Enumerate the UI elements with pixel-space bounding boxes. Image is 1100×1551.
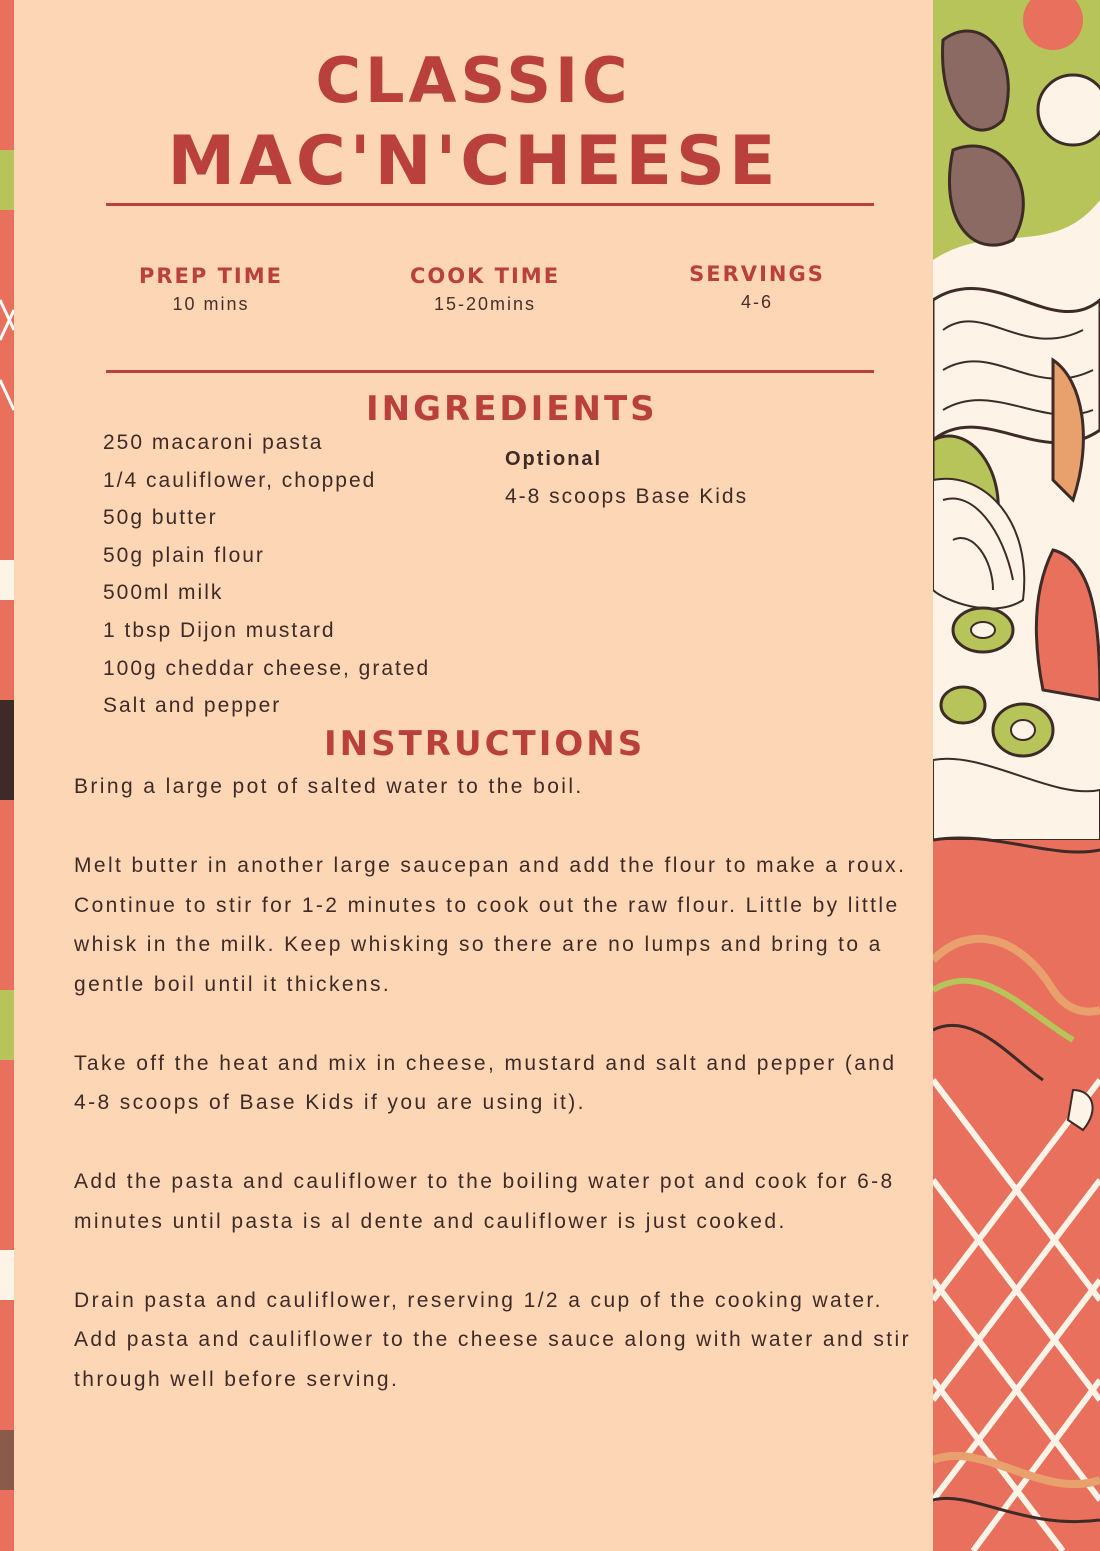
food-pattern-illustration — [0, 0, 14, 1551]
instruction-step: Drain pasta and cauliflower, reserving 1/2 a cup of the cooking water. — [74, 1288, 883, 1312]
divider — [106, 203, 874, 206]
prep-time-value: 10 mins — [172, 294, 250, 314]
optional-heading: Optional — [505, 448, 603, 470]
cook-time-value: 15-20mins — [433, 294, 537, 314]
instruction-step: Melt butter in another large saucepan and add the flour to make a roux. Continue to stir for 1-2 minutes to cook out the raw flour. Little by little whisk in the milk. Keep whisking so there are no lumps and bring to a gentle boil until it thickens. — [74, 854, 907, 996]
right-decorative-panel — [933, 0, 1100, 1551]
list-item: 50g butter — [103, 506, 218, 530]
list-item: 50g plain flour — [103, 543, 265, 567]
left-decorative-border — [0, 0, 14, 1551]
instructions-heading: INSTRUCTIONS — [324, 724, 646, 764]
list-item: 500ml milk — [103, 581, 224, 605]
food-illustration — [933, 0, 1100, 1551]
divider — [106, 370, 874, 373]
optional-item: 4-8 scoops Base Kids — [505, 485, 749, 508]
instruction-step: Take off the heat and mix in cheese, mustard and salt and pepper (and 4-8 scoops of Base Kids if you are using it). — [74, 1051, 897, 1114]
recipe-title-line-1: CLASSIC — [315, 44, 632, 117]
list-item: 1/4 cauliflower, chopped — [103, 468, 377, 492]
recipe-title-line-2: MAC'N'CHEESE — [167, 122, 780, 201]
servings-label: SERVINGS — [689, 262, 825, 286]
list-item: 1 tbsp Dijon mustard — [103, 618, 336, 642]
recipe-card — [14, 0, 933, 1551]
ingredients-heading: INGREDIENTS — [366, 389, 658, 429]
cook-time-label: COOK TIME — [409, 264, 561, 288]
list-item: 250 macaroni pasta — [103, 431, 324, 454]
list-item: Salt and pepper — [103, 694, 282, 718]
prep-time-label: PREP TIME — [139, 264, 283, 288]
servings-value: 4-6 — [740, 292, 773, 312]
instruction-step: Add pasta and cauliflower to the cheese sauce along with water and stir through well before serving. — [74, 1328, 911, 1391]
ingredients-list — [103, 428, 430, 729]
instructions-body — [74, 767, 914, 1399]
cook-time — [365, 264, 605, 315]
servings — [637, 262, 877, 313]
prep-time — [91, 264, 331, 315]
instruction-step: Add the pasta and cauliflower to the boiling water pot and cook for 6-8 minutes until pasta is al dente and cauliflower is just cooked. — [74, 1170, 895, 1233]
list-item: 100g cheddar cheese, grated — [103, 656, 431, 680]
instruction-step: Bring a large pot of salted water to the boil. — [74, 775, 584, 798]
